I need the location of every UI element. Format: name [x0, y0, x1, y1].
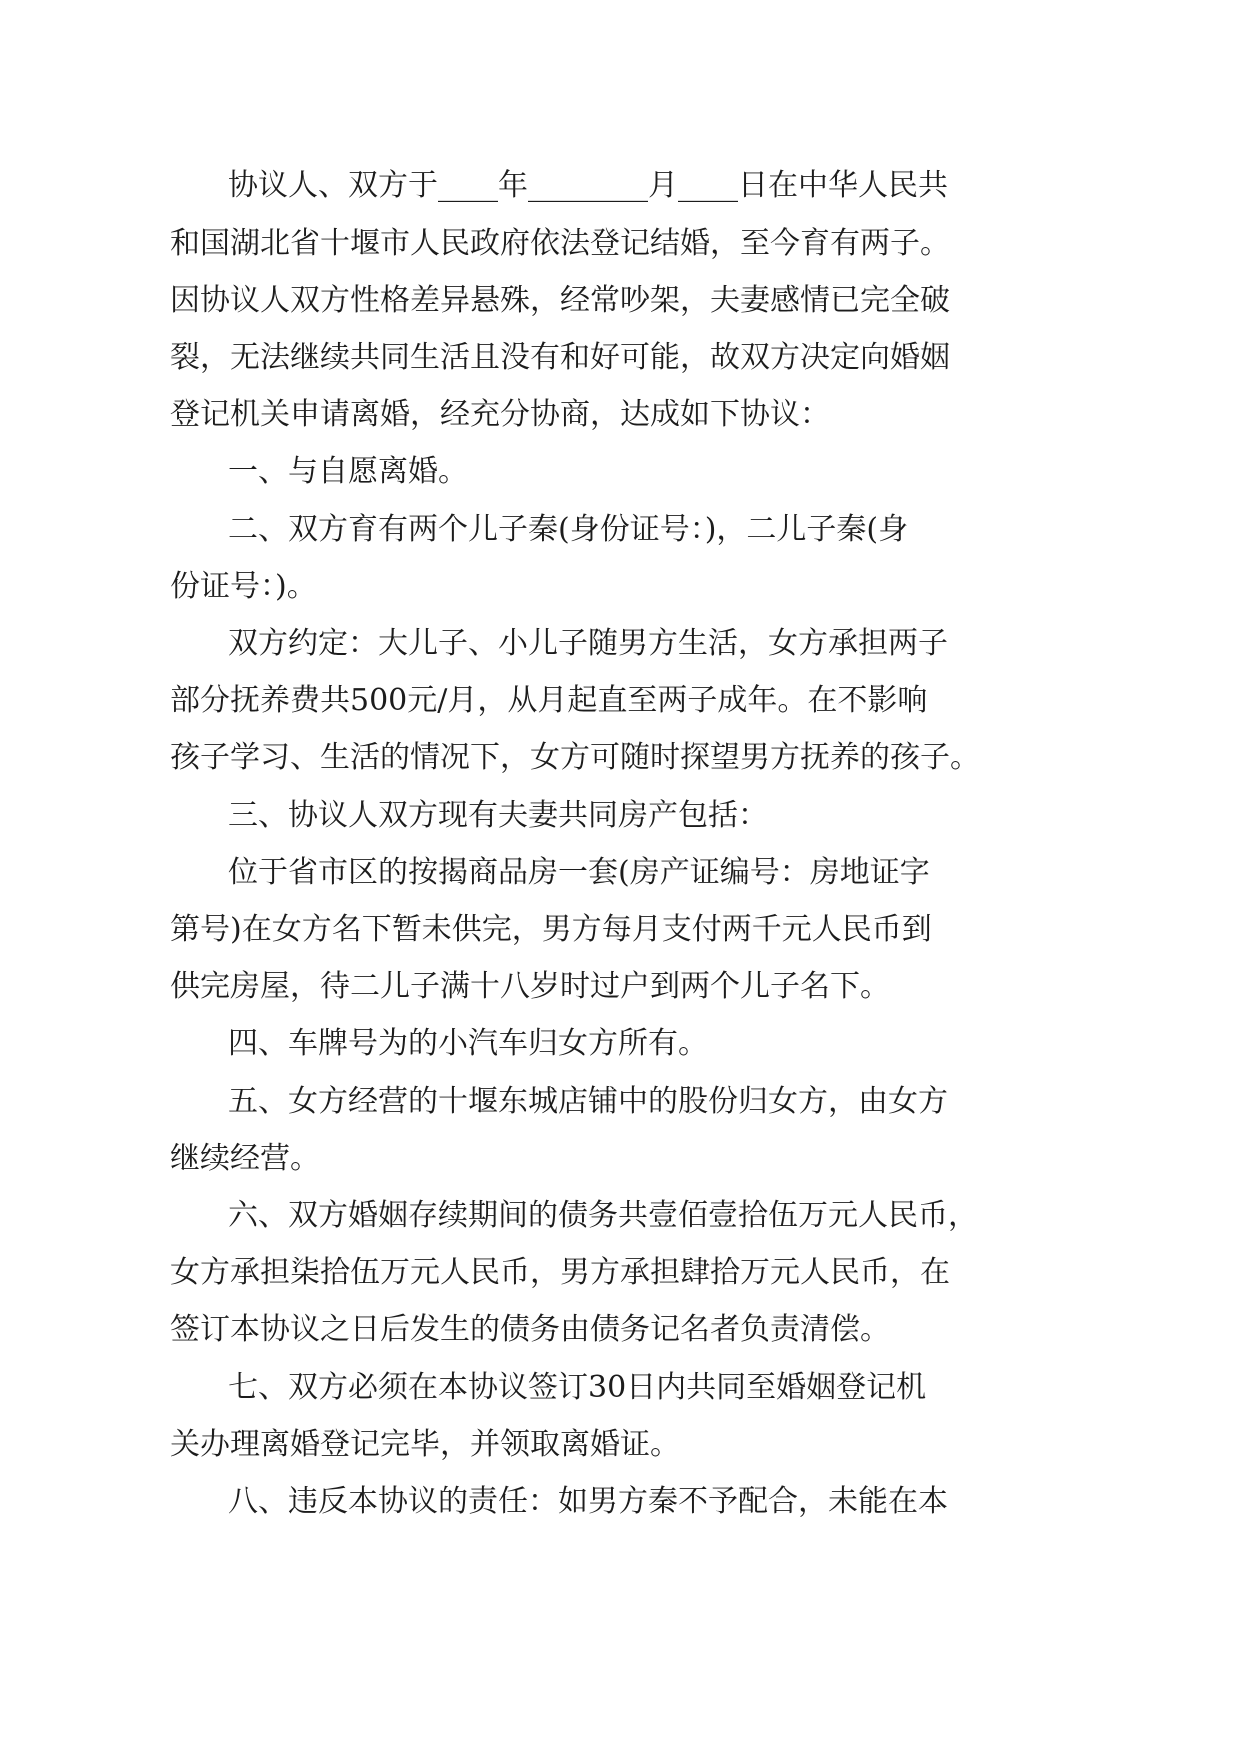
text-line: 三、协议人双方现有夫妻共同房产包括： — [228, 798, 768, 833]
text-line: 女方承担柒拾伍万元人民币，男方承担肆拾万元人民币，在 — [170, 1255, 950, 1290]
text-line: 协议人、双方于____年________月____日在中华人民共 — [228, 168, 948, 203]
text-line: 裂，无法继续共同生活且没有和好可能，故双方决定向婚姻 — [170, 340, 950, 375]
text-line: 二、双方育有两个儿子秦(身份证号：)，二儿子秦(身 — [228, 512, 909, 547]
text-line: 位于省市区的按揭商品房一套(房产证编号：房地证字 — [228, 855, 930, 890]
text-line: 和国湖北省十堰市人民政府依法登记结婚，至今育有两子。 — [170, 226, 950, 261]
text-line: 继续经营。 — [170, 1141, 320, 1176]
text-line: 登记机关申请离婚，经充分协商，达成如下协议： — [170, 397, 830, 432]
text-line: 七、双方必须在本协议签订30日内共同至婚姻登记机 — [228, 1370, 927, 1405]
text-line: 五、女方经营的十堰东城店铺中的股份归女方，由女方 — [228, 1084, 948, 1119]
text-line: 六、双方婚姻存续期间的债务共壹佰壹拾伍万元人民币， — [228, 1198, 978, 1233]
text-line: 双方约定：大儿子、小儿子随男方生活，女方承担两子 — [228, 626, 948, 661]
text-line: 签订本协议之日后发生的债务由债务记名者负责清偿。 — [170, 1312, 890, 1347]
text-line: 第号)在女方名下暂未供完，男方每月支付两千元人民币到 — [170, 912, 932, 947]
text-line: 孩子学习、生活的情况下，女方可随时探望男方抚养的孩子。 — [170, 740, 980, 775]
text-line: 因协议人双方性格差异悬殊，经常吵架，夫妻感情已完全破 — [170, 283, 950, 318]
text-line: 一、与自愿离婚。 — [228, 454, 468, 489]
text-line: 份证号：)。 — [170, 569, 317, 604]
text-line: 关办理离婚登记完毕，并领取离婚证。 — [170, 1427, 680, 1462]
text-line: 供完房屋，待二儿子满十八岁时过户到两个儿子名下。 — [170, 969, 890, 1004]
text-line: 八、违反本协议的责任：如男方秦不予配合，未能在本 — [228, 1484, 948, 1519]
text-line: 部分抚养费共500元/月，从月起直至两子成年。在不影响 — [170, 683, 928, 718]
text-line: 四、车牌号为的小汽车归女方所有。 — [228, 1026, 708, 1061]
